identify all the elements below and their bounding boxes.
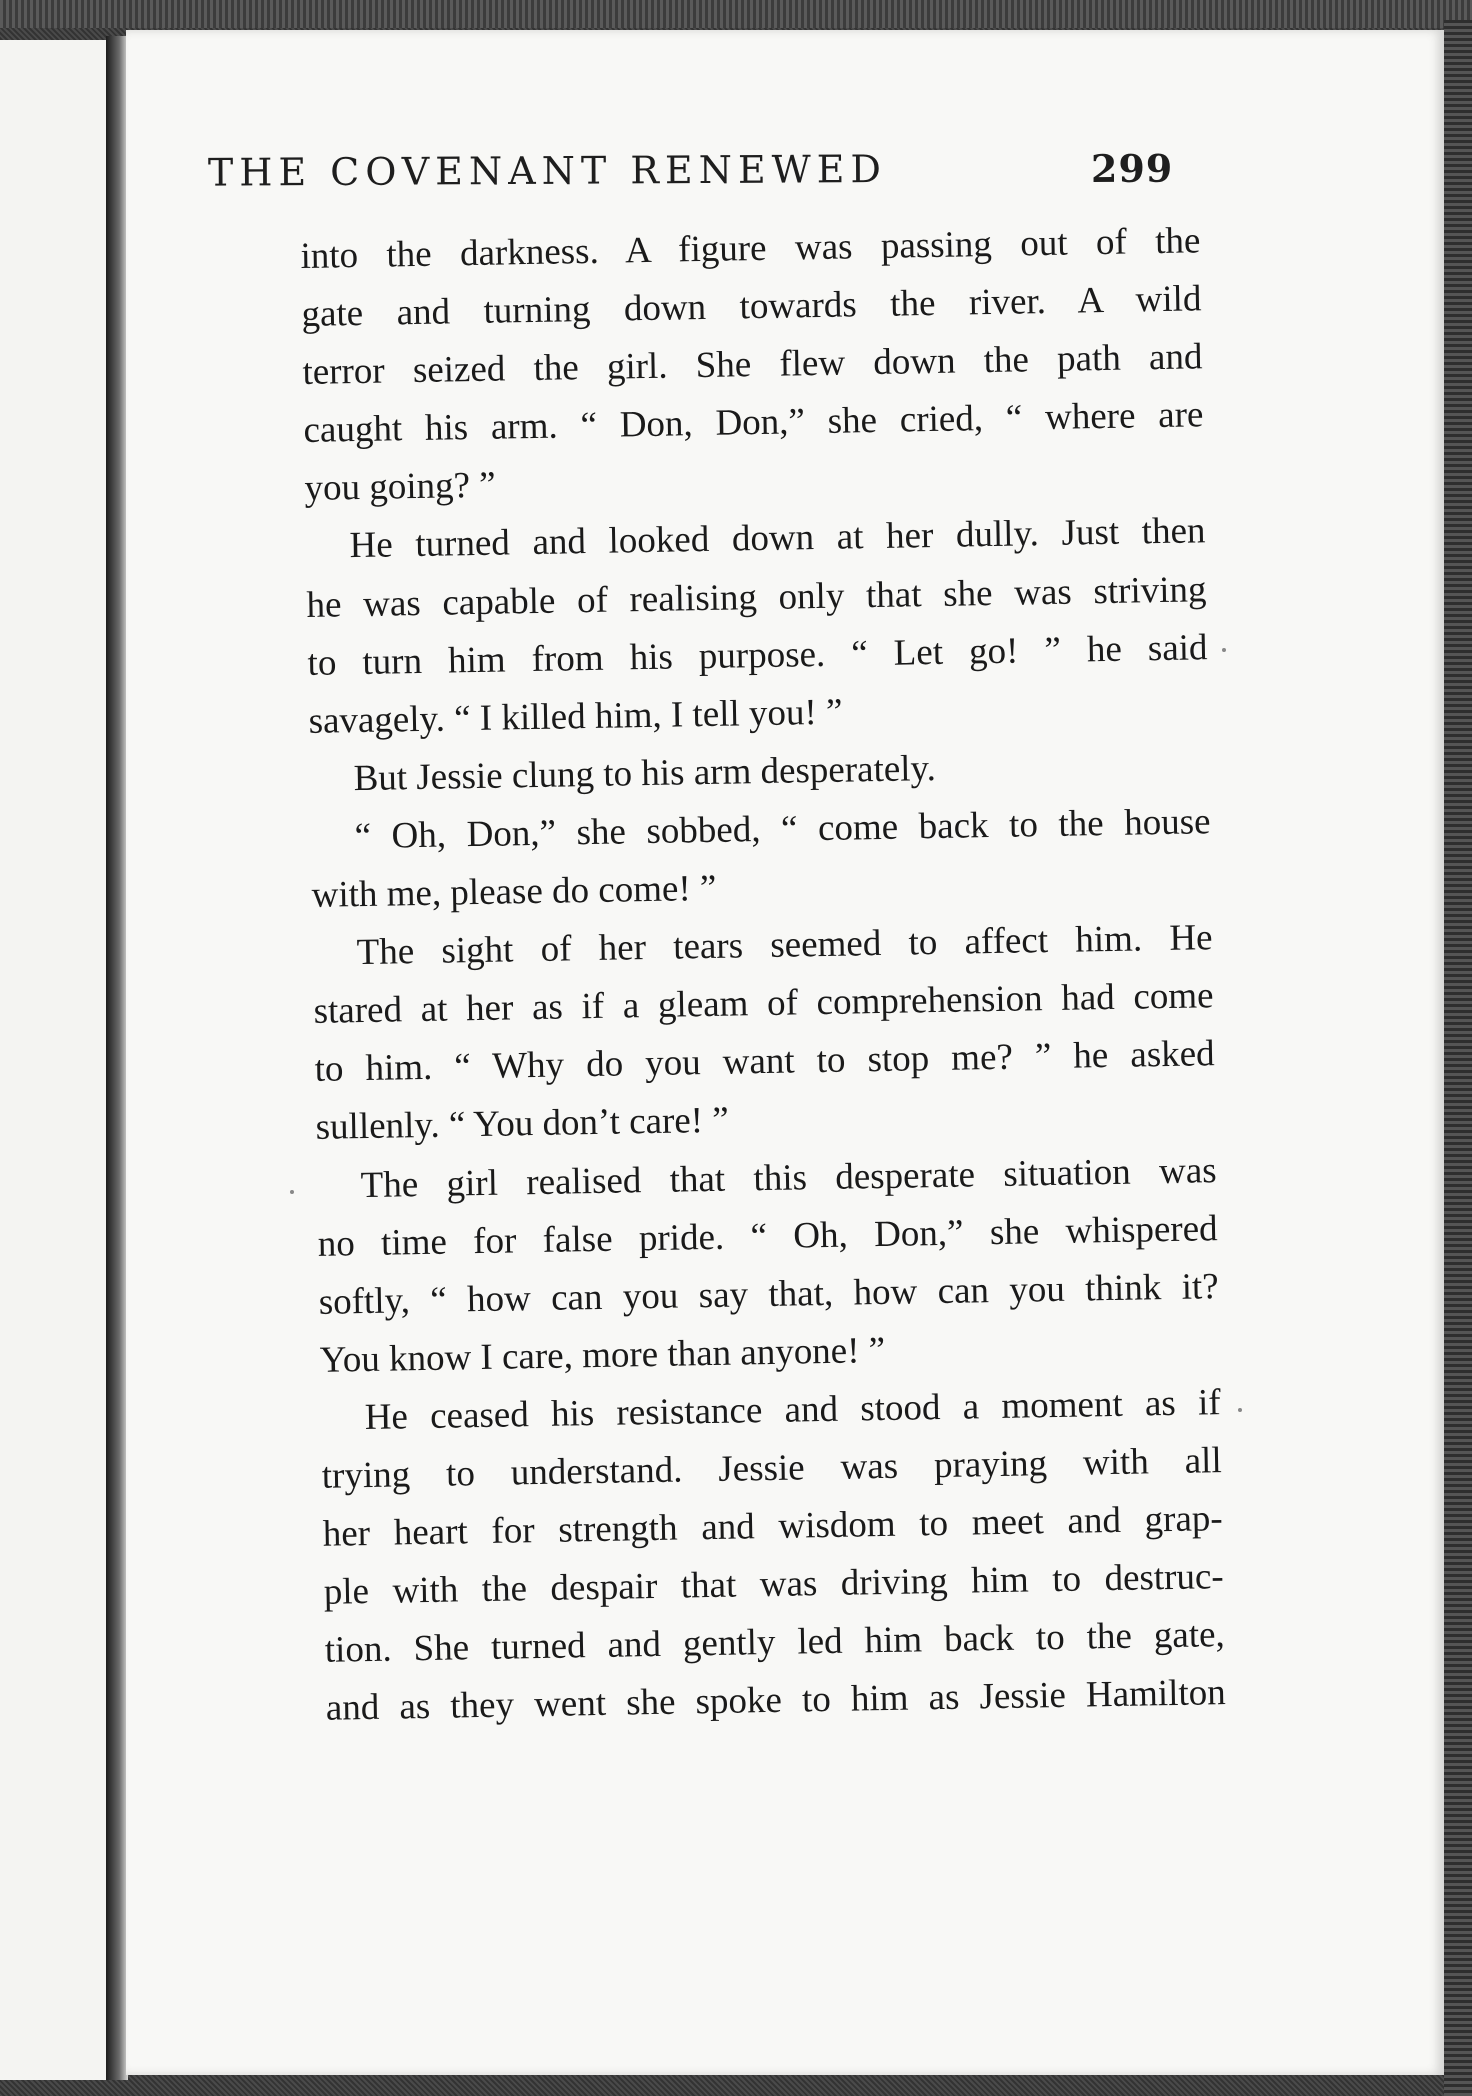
text-line: into the darkness. A figure was passing out of the: [300, 220, 1201, 277]
page-number: 299: [1090, 145, 1174, 191]
text-line: to him. “ Why do you want to stop me? ” he asked: [314, 1033, 1215, 1091]
facing-page-edge: [0, 40, 112, 2080]
text-line: gate and turning down towards the river. A wild: [301, 278, 1202, 336]
text-line: terror seized the girl. She flew down the path and: [302, 336, 1203, 394]
text-line: with me, please do come! ”: [311, 867, 717, 916]
paper-speck: [1222, 648, 1226, 652]
text-line: The sight of her tears seemed to affect him. He: [356, 917, 1213, 974]
text-line: ple with the despair that was driving him to destruc-: [323, 1556, 1225, 1613]
text-line: you going? ”: [304, 465, 497, 510]
body-text: [300, 212, 1226, 1738]
text-line: no time for false pride. “ Oh, Don,” she whispered: [317, 1207, 1218, 1265]
text-line: he was capable of realising only that she was striving: [306, 568, 1207, 626]
running-head: [208, 145, 1208, 220]
text-line: her heart for strength and wisdom to meet and grap-: [322, 1498, 1224, 1555]
text-line: caught his arm. “ Don, Don,” she cried, “ where are: [303, 394, 1204, 452]
text-line: “ Oh, Don,” she sobbed, “ come back to the house: [354, 801, 1211, 858]
paper-speck: [1238, 1408, 1242, 1412]
text-line: He ceased his resistance and stood a moment as if: [364, 1381, 1221, 1438]
scanner-bed-top: [0, 0, 1472, 28]
running-head-title: THE COVENANT RENEWED: [207, 147, 888, 195]
book-cover-edge: [1444, 20, 1472, 2096]
text-line: softly, “ how can you say that, how can you think it?: [318, 1265, 1219, 1323]
text-line: stared at her as if a gleam of comprehension had come: [313, 975, 1214, 1033]
book-gutter: [106, 36, 128, 2080]
text-line: trying to understand. Jessie was praying with all: [321, 1440, 1223, 1497]
text-line: He turned and looked down at her dully. Just then: [349, 510, 1206, 567]
text-line: and as they went she spoke to him as Jessie Hamilton: [325, 1672, 1227, 1730]
text-line: tion. She turned and gently led him back to the gate,: [324, 1614, 1226, 1672]
text-line: savagely. “ I killed him, I tell you! ”: [308, 691, 843, 742]
paper-speck: [290, 1190, 294, 1194]
text-line: to turn him from his purpose. “ Let go! ” he said: [307, 626, 1208, 684]
text-line: The girl realised that this desperate situation was: [360, 1149, 1217, 1206]
text-line: But Jessie clung to his arm desperately.: [353, 747, 937, 799]
text-line: sullenly. “ You don’t care! ”: [315, 1100, 730, 1149]
text-line: You know I care, more than anyone! ”: [319, 1329, 886, 1381]
